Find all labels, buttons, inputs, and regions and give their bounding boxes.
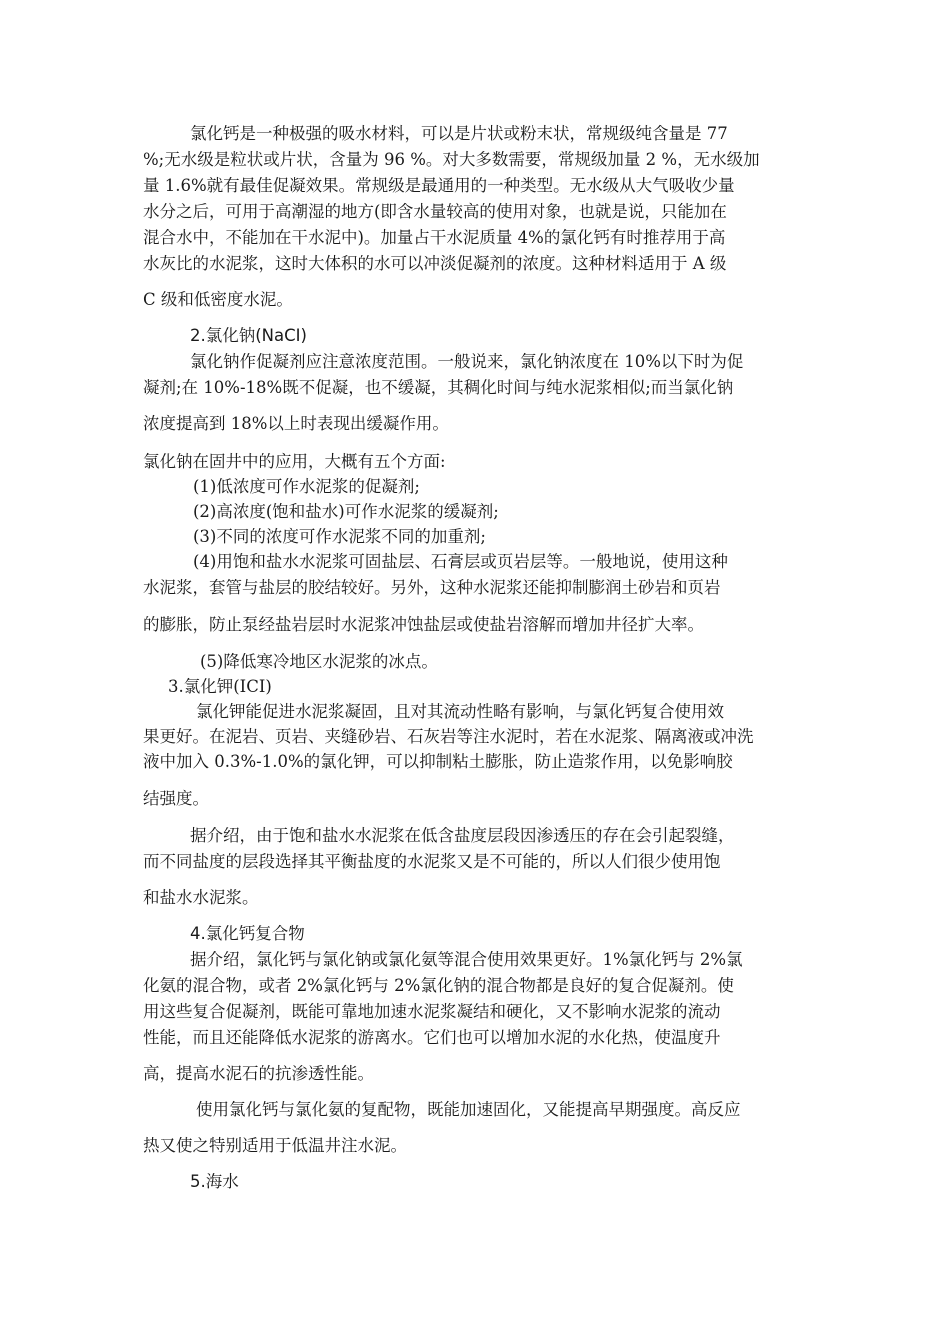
paragraph-line: 水灰比的水泥浆，这时大体积的水可以冲淡促凝剂的浓度。这种材料适用于 A 级 <box>143 254 727 273</box>
section-heading: 2.氯化钠(NaCI) <box>190 326 307 345</box>
paragraph-line: 使用氯化钙与氯化氨的复配物，既能加速固化，又能提高早期强度。高反应 <box>196 1100 741 1119</box>
list-item: (1)低浓度可作水泥浆的促凝剂; <box>193 477 420 496</box>
paragraph-line: 据介绍，氯化钙与氯化钠或氯化氨等混合使用效果更好。1%氯化钙与 2%氯 <box>190 950 743 969</box>
paragraph-line: 果更好。在泥岩、页岩、夹缝砂岩、石灰岩等注水泥时，若在水泥浆、隔离液或冲洗 <box>143 727 754 746</box>
paragraph-line: %;无水级是粒状或片状，含量为 96 %。对大多数需要，常规级加量 2 %，无水级加 <box>143 150 760 169</box>
paragraph-line: 据介绍，由于饱和盐水水泥浆在低含盐度层段因渗透压的存在会引起裂缝， <box>190 826 735 845</box>
paragraph-line: 热又使之特别适用于低温井注水泥。 <box>143 1136 407 1155</box>
list-item: (2)高浓度(饱和盐水)可作水泥浆的缓凝剂; <box>193 502 499 521</box>
paragraph-line: 化氨的混合物，或者 2%氯化钙与 2%氯化钠的混合物都是良好的复合促凝剂。使 <box>143 976 734 995</box>
paragraph-line: C 级和低密度水泥。 <box>143 290 293 309</box>
paragraph-line: 水分之后，可用于高潮湿的地方(即含水量较高的使用对象，也就是说，只能加在 <box>143 202 727 221</box>
section-heading: 3.氯化钾(ICI) <box>168 677 272 696</box>
paragraph-line: 凝剂;在 10%-18%既不促凝，也不缓凝，其稠化时间与纯水泥浆相似;而当氯化钠 <box>143 378 734 397</box>
paragraph-line: 的膨胀，防止泵经盐岩层时水泥浆冲蚀盐层或使盐岩溶解而增加井径扩大率。 <box>143 615 704 634</box>
paragraph-line: 而不同盐度的层段选择其平衡盐度的水泥浆又是不可能的，所以人们很少使用饱 <box>143 852 721 871</box>
paragraph-line: 浓度提高到 18%以上时表现出缓凝作用。 <box>143 414 449 433</box>
list-item: (4)用饱和盐水水泥浆可固盐层、石膏层或页岩层等。一般地说，使用这种 <box>193 552 728 571</box>
paragraph-line: 性能，而且还能降低水泥浆的游离水。它们也可以增加水泥的水化热，使温度升 <box>143 1028 721 1047</box>
paragraph-line: 液中加入 0.3%-1.0%的氯化钾，可以抑制粘土膨胀，防止造浆作用，以免影响胶 <box>143 752 733 771</box>
paragraph-line: 混合水中，不能加在干水泥中)。加量占干水泥质量 4%的氯化钙有时推荐用于高 <box>143 228 726 247</box>
paragraph-line: 高，提高水泥石的抗渗透性能。 <box>143 1064 374 1083</box>
list-item: (5)降低寒冷地区水泥浆的冰点。 <box>200 652 438 671</box>
list-item: (3)不同的浓度可作水泥浆不同的加重剂; <box>193 527 486 546</box>
paragraph-line: 结强度。 <box>143 789 209 808</box>
section-heading: 4.氯化钙复合物 <box>190 924 305 943</box>
paragraph-line: 氯化钾能促进水泥浆凝固，且对其流动性略有影响，与氯化钙复合使用效 <box>196 702 724 721</box>
paragraph-line: 氯化钙是一种极强的吸水材料，可以是片状或粉末状，常规级纯含量是 77 <box>190 124 728 143</box>
section-heading: 5.海水 <box>190 1172 239 1191</box>
paragraph-line: 氯化钠作促凝剂应注意浓度范围。一般说来，氯化钠浓度在 10%以下时为促 <box>190 352 744 371</box>
paragraph-line: 和盐水水泥浆。 <box>143 888 259 907</box>
paragraph-line: 水泥浆，套管与盐层的胶结较好。另外，这种水泥浆还能抑制膨润土砂岩和页岩 <box>143 578 721 597</box>
paragraph-line: 用这些复合促凝剂，既能可靠地加速水泥浆凝结和硬化，又不影响水泥浆的流动 <box>143 1002 721 1021</box>
paragraph-line: 量 1.6%就有最佳促凝效果。常规级是最通用的一种类型。无水级从大气吸收少量 <box>143 176 735 195</box>
paragraph-line: 氯化钠在固井中的应用，大概有五个方面: <box>143 452 446 471</box>
